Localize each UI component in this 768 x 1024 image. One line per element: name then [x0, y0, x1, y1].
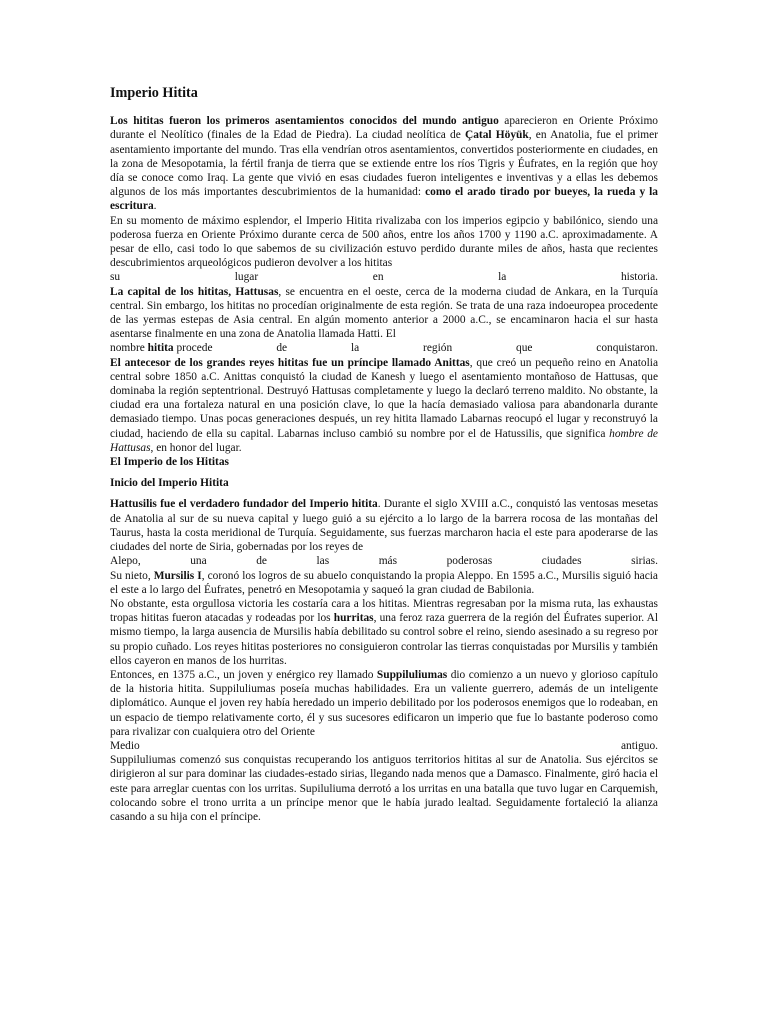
paragraph-suppiluliumas: Entonces, en 1375 a.C., un joven y enérgico rey llamado Suppiluliumas dio comienzo a un nuevo y glorioso capítulo de la historia hitita. Suppiluliumas poseía muchas habilidades. Era un valiente guerrero, además de un inteligente diplomático. Aunque el joven rey había heredado un imperio debilitado por los poderosos enemigos que lo rodeaban, en un espacio de tiempo relativamente corto, él y sus sucesores edificaron un imperio que fue lo bastante poderoso como para rivalizar con cualquiera otro del Oriente — [110, 668, 658, 738]
paragraph-mursilis: Su nieto, Mursilis I, coronó los logros de su abuelo conquistando la propia Aleppo. En 1595 a.C., Mursilis siguió hacia el este a lo largo del Éufrates, penetró en Mesopotamia y saqueó la gran ciudad de Babilonia. — [110, 569, 658, 596]
paragraph-splendor-last-line: su lugar en la historia. — [110, 271, 658, 284]
bold-phrase: Los hititas fueron los primeros asentamientos conocidos del mundo antiguo — [110, 115, 499, 128]
paragraph-capital-last-line: nombre hitita procede de la región que conquistaron. — [110, 342, 658, 355]
paragraph-capital: La capital de los hititas, Hattusas, se encuentra en el oeste, cerca de la moderna ciudad de Ankara, en la Turquía central. Sin embargo, los hititas no procedían originalmente de esta región. Se trata de una raza indoeuropea procedente de las yermas estepas de Asia central. En algún momento anterior a 2000 a.C., se encaminaron hacia el sur hasta asentarse finalmente en una zona de Anatolia llamada Hatti. El — [110, 285, 658, 341]
bold-phrase: hurritas — [333, 612, 374, 625]
bold-phrase: Suppiluliumas — [376, 668, 448, 681]
italic-phrase: hombre de Hattusas — [110, 427, 658, 454]
bold-phrase: como el arado tirado por bueyes, la rueda y la escritura — [110, 186, 659, 213]
document-page — [110, 86, 658, 824]
paragraph-suppiluliumas-last-line: Medio antiguo. — [110, 739, 658, 752]
bold-phrase: Hattusilis fue el verdadero fundador del Imperio hitita — [110, 498, 378, 511]
paragraph-hattusilis-last-line: Alepo, una de las más poderosas ciudades sirias. — [110, 555, 658, 568]
paragraph-conquests: Suppiluliumas comenzó sus conquistas recuperando los antiguos territorios hititas al sur de Anatolia. Sus ejércitos se dirigieron al sur para dominar las ciudades-estado sirias, llegando nada menos que a Damasco. Finalmente, giró hacia el este para arreglar cuentas con los urritas. Supiluliuma derrotó a los urritas en una batalla que tuvo lugar en Carquemish, colocando sobre el trono urrita a un príncipe menor que le había jurado lealtad. Seguidamente fortaleció la alianza casando a su hija con el príncipe. — [110, 754, 658, 823]
bold-phrase: Çatal Höyük — [465, 129, 529, 142]
paragraph-anittas: El antecesor de los grandes reyes hititas fue un príncipe llamado Anittas, que creó un pequeño reino en Anatolia central sobre 1850 a.C. Anittas conquistó la ciudad de Kanesh y luego el asentamiento montañoso de Hattusas, que dominaba la región septentrional. Destruyó Hattusas completamente y luego la declaró terreno maldito. No obstante, la ciudad era una fortaleza natural en una posición clave, lo que la hacía demasiado valiosa para abandonarla durante demasiado tiempo. Unas pocas generaciones después, un rey hitita llamado Labarnas reocupó el lugar y reconstruyó la ciudad, haciendo de ella su capital. Labarnas incluso cambió su nombre por el de Hatussilis, que significa hombre de Hattusas, en honor del lugar. — [110, 356, 659, 454]
paragraph-splendor: En su momento de máximo esplendor, el Imperio Hitita rivalizaba con los imperios egipcio y babilónico, siendo una poderosa fuerza en Oriente Próximo durante cerca de 500 años, entre los años 1700 y 1190 a.C. aproximadamente. A pesar de ello, casi todo lo que sabemos de su civilización estuvo perdido durante miles de años, hasta que recientes descubrimientos arqueológicos pudieron devolver a los hititas — [110, 214, 658, 270]
paragraph-hattusilis: Hattusilis fue el verdadero fundador del Imperio hitita. Durante el siglo XVIII a.C., conquistó las ventosas mesetas de Anatolia al sur de su nueva capital y luego guió a su ejército a lo largo de la barrera rocosa de las montañas del Taurus, hasta la costa meridional de Turquía. Seguidamente, sus fuerzas marcharon hacia el este para apoderarse de las ciudades del norte de Siria, gobernadas por los reyes de — [110, 498, 658, 554]
bold-phrase: Mursilis I — [153, 569, 202, 582]
bold-phrase: La capital de los hititas, Hattusas — [110, 285, 279, 298]
paragraph-hurritas: No obstante, esta orgullosa victoria les costaría cara a los hititas. Mientras regresaban por la misma ruta, las exhaustas tropas hititas fueron atacadas y rodeadas por los hurritas, una feroz raza guerrera de la región del Éufrates superior. Al mismo tiempo, la larga ausencia de Mursilis había debilitado su control sobre el reino, siendo asesinado a su regreso por su propio cuñado. Los reyes hititas posteriores no consiguieron controlar las tierras conquistadas por Mursilis y también ellos cayeron en manos de los hurritas. — [110, 597, 658, 667]
paragraph-intro: Los hititas fueron los primeros asentamientos conocidos del mundo antiguo aparecieron en Oriente Próximo durante el Neolítico (finales de la Edad de Piedra). La ciudad neolítica de Çatal Höyük, en Anatolia, fue el primer asentamiento importante del mundo. Tras ella vendrían otros asentamientos, convertidos posteriormente en ciudades, en la zona de Mesopotamia, la fértil franja de tierra que se extiende entre los ríos Tigris y Éufrates, en la región que hoy día se conoce como Iraq. La gente que vivió en esas ciudades fueron inteligentes e inventivas y a ellas les debemos algunos de los más importantes descubrimientos de la humanidad: como el arado tirado por bueyes, la rueda y la escritura. — [110, 115, 659, 213]
subsection-heading: Inicio del Imperio Hitita — [110, 477, 229, 490]
document-title: Imperio Hitita — [110, 85, 198, 101]
bold-phrase: El antecesor de los grandes reyes hititas fue un príncipe llamado Anittas — [110, 356, 470, 369]
section-heading: El Imperio de los Hititas — [110, 456, 229, 469]
